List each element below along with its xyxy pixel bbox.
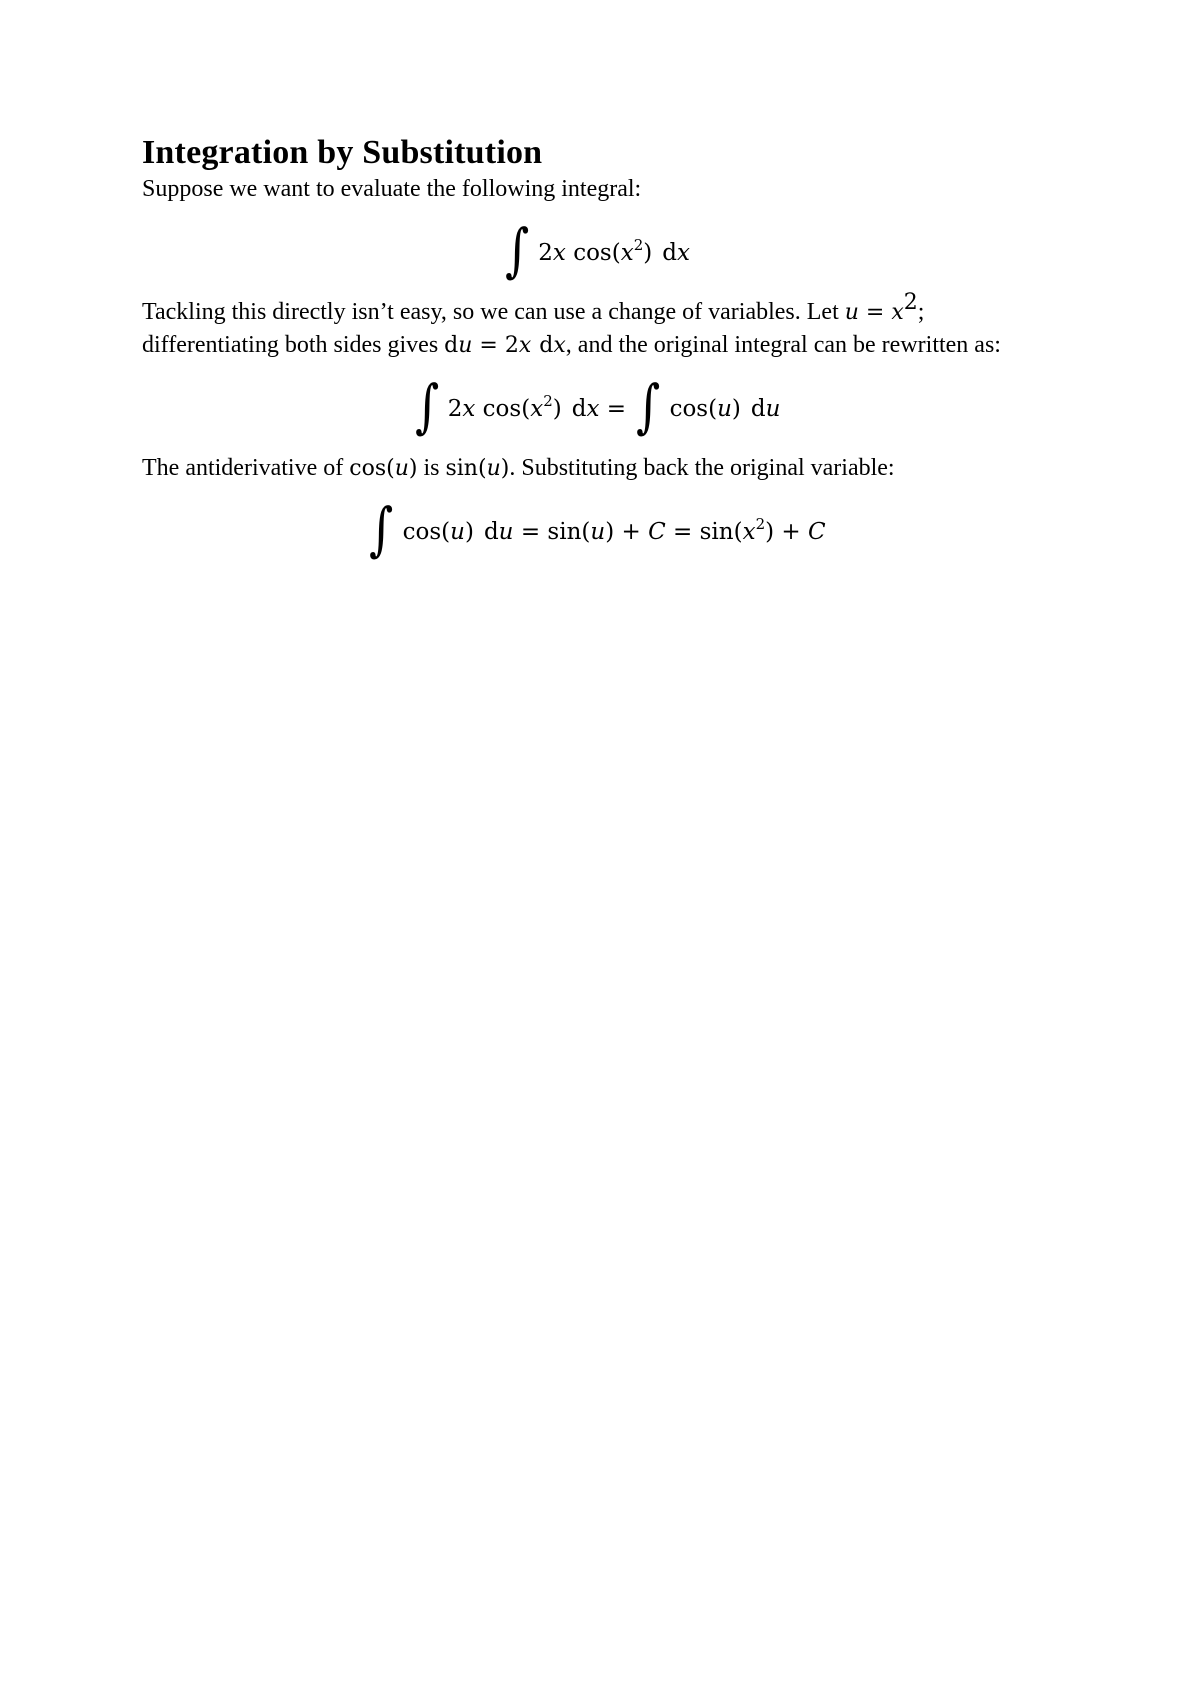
text-run: . Substituting back the original variable:	[509, 455, 895, 481]
math-x: x	[518, 333, 532, 358]
text-run: The antiderivative of	[142, 455, 350, 481]
var: x	[552, 240, 566, 266]
text-run: ;	[917, 299, 925, 325]
text-run: differentiating both sides gives	[142, 332, 445, 358]
equals-sign: =	[520, 519, 541, 545]
equation-2: ∫ 2x $\cos(x^2)$ dx = ∫ cos(u) du	[414, 372, 781, 440]
plus-sign: +	[621, 519, 641, 545]
equals-sign: =	[606, 396, 627, 422]
constant: C	[648, 519, 666, 545]
arg: u	[450, 519, 465, 545]
math-u: u	[458, 333, 473, 358]
exponent: 2	[755, 515, 766, 533]
arg: x	[742, 519, 756, 545]
differential-var: x	[586, 396, 600, 422]
intro-paragraph: Suppose we want to evaluate the following integral:	[142, 176, 642, 202]
coef: 2	[447, 396, 463, 422]
equation-1: ∫ 2x $\cos(x^2)$ dx	[505, 216, 690, 284]
differential: d	[483, 519, 499, 545]
func: sin	[699, 519, 734, 545]
constant: C	[808, 519, 826, 545]
func: cos	[402, 519, 442, 545]
math-equals: =	[858, 300, 892, 325]
math-u: u	[844, 300, 859, 325]
math-x: x	[891, 300, 904, 325]
var: x	[462, 396, 476, 422]
differential-var: u	[498, 519, 514, 545]
math-func: sin	[445, 456, 478, 481]
math-u: u	[486, 456, 501, 481]
integral-sign: ∫	[369, 495, 394, 563]
math-equals: =	[472, 333, 505, 358]
func: cos	[669, 396, 709, 422]
arg: x	[530, 396, 544, 422]
differential: d	[571, 396, 587, 422]
func: cos	[573, 240, 612, 266]
coef: 2	[538, 240, 553, 266]
differential-var: x	[676, 240, 690, 266]
math-d: d	[539, 333, 554, 358]
antiderivative-paragraph: The antiderivative of cos(u) is sin(u). Substituting back the original variable:	[142, 455, 895, 481]
arg: u	[590, 519, 606, 545]
exponent: 2	[543, 392, 553, 410]
plus-sign: +	[781, 519, 801, 545]
arg: u	[717, 396, 732, 422]
text-run: is	[417, 455, 446, 481]
differential-var: u	[765, 396, 781, 422]
math-d: d	[444, 333, 459, 358]
func: sin	[547, 519, 582, 545]
exponent: 2	[633, 236, 644, 254]
document	[142, 133, 1050, 577]
text-run: , and the original integral can be rewritten as:	[565, 332, 1001, 358]
substitution-paragraph	[142, 290, 1050, 362]
differential: d	[750, 396, 766, 422]
integral-sign: ∫	[505, 216, 530, 284]
differential: d	[662, 240, 677, 266]
arg: x	[620, 240, 634, 266]
integral-sign: ∫	[636, 372, 661, 440]
page-title: Integration by Substitution	[142, 134, 543, 171]
integral-sign: ∫	[414, 372, 439, 440]
math-coef: 2	[504, 333, 519, 358]
func: cos	[482, 396, 522, 422]
equals-sign: =	[673, 519, 693, 545]
text-run: Tackling this directly isn’t easy, so we can use a change of variables. Let	[142, 299, 845, 325]
math-exponent: 2	[903, 290, 918, 315]
math-x: x	[553, 333, 566, 358]
equation-3: ∫ cos(u) du = $\sin(u) + C = \sin(x^2) + C$	[369, 495, 826, 563]
math-u: u	[394, 456, 409, 481]
math-func: cos	[349, 456, 387, 481]
